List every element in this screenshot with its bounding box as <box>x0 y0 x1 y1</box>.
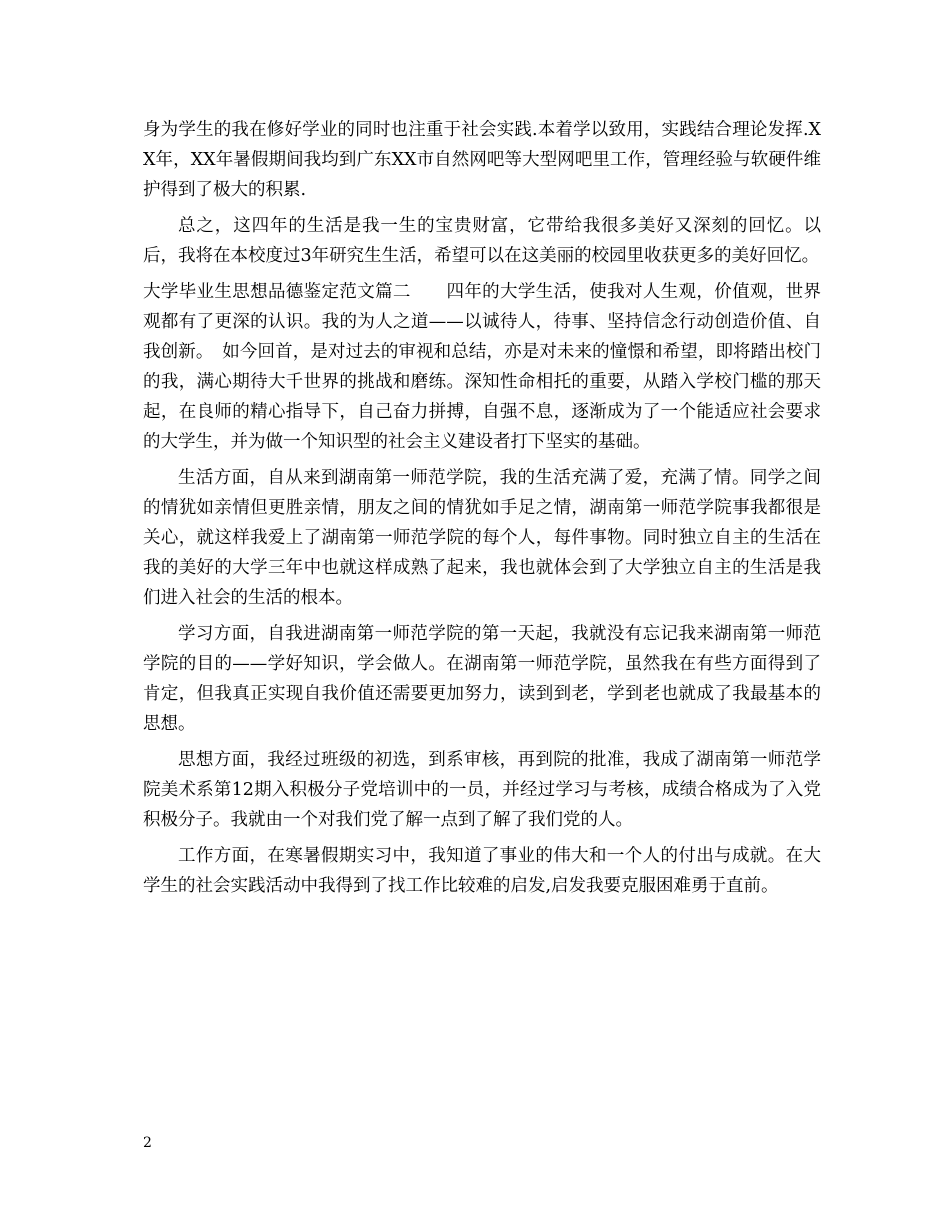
paragraph-5: 学习方面，自我进湖南第一师范学院的第一天起，我就没有忘记我来湖南第一师范学院的目的——学好知识，学会做人。在湖南第一师范学院，虽然我在有些方面得到了肯定，但我真正实现自我价值还需要更加努力，读到到老，学到老也就成了我最基本的思想。 <box>143 624 821 734</box>
document-body <box>143 115 821 907</box>
paragraph-7: 工作方面，在寒暑假期实习中，我知道了事业的伟大和一个人的付出与成就。在大学生的社会实践活动中我得到了找工作比较难的启发,启发我要克服困难勇于直前。 <box>143 846 821 896</box>
paragraph-4: 生活方面，自从来到湖南第一师范学院，我的生活充满了爱，充满了情。同学之间的情犹如亲情但更胜亲情，朋友之间的情犹如手足之情，湖南第一师范学院事我都很是关心，就这样我爱上了湖南第一师范学院的每个人，每件事物。同时独立自主的生活在我的美好的大学三年中也就这样成熟了起来，我也就体会到了大学独立自主的生活是我们进入社会的生活的根本。 <box>143 468 821 608</box>
paragraph-6: 思想方面，我经过班级的初选，到系审核，再到院的批准，我成了湖南第一师范学院美术系第12期入积极分子党培训中的一员，并经过学习与考核，成绩合格成为了入党积极分子。我就由一个对我们党了解一点到了解了我们党的人。 <box>143 750 821 830</box>
paragraph-3: 大学毕业生思想品德鉴定范文篇二 四年的大学生活，使我对人生观，价值观，世界观都有了更深的认识。我的为人之道——以诚待人，待事、坚持信念行动创造价值、自我创新。 如今回首，是对过去的审视和总结，亦是对未来的憧憬和希望，即将踏出校门的我，满心期待大千世界的挑战和磨练。深知性命相托的重要，从踏入学校门槛的那天起，在良师的精心指导下，自己奋力拼搏，自强不息，逐渐成为了一个能适应社会要求的大学生，并为做一个知识型的社会主义建设者打下坚实的基础。 <box>143 282 821 452</box>
paragraph-2: 总之，这四年的生活是我一生的宝贵财富，它带给我很多美好又深刻的回忆。以后，我将在本校度过3年研究生生活，希望可以在这美丽的校园里收获更多的美好回忆。 <box>143 216 821 266</box>
page-number: 2 <box>143 1135 152 1151</box>
paragraph-1: 身为学生的我在修好学业的同时也注重于社会实践.本着学以致用，实践结合理论发挥.XX年，XX年暑假期间我均到广东XX市自然网吧等大型网吧里工作，管理经验与软硬件维护得到了极大的积累. <box>143 120 821 200</box>
